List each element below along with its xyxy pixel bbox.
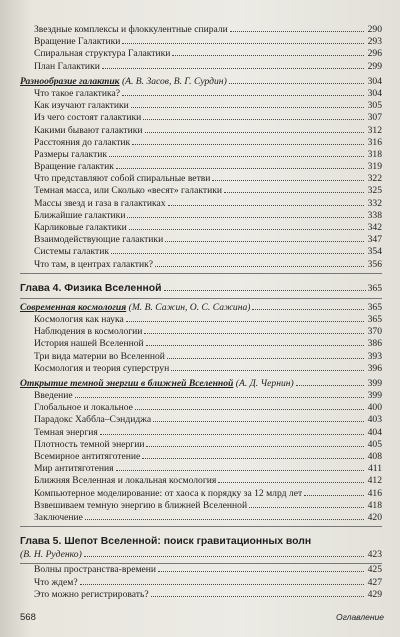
toc-entry[interactable] [20,439,382,451]
toc-entry[interactable] [20,198,382,210]
toc-entry-page: 318 [367,148,382,160]
toc-entry-title: Темная энергия [34,426,98,438]
dot-leader [167,358,364,359]
toc-entry-title: Ближайшие галактики [34,209,126,221]
toc-entry[interactable] [20,351,382,363]
toc-entry[interactable] [20,137,382,149]
toc-entry[interactable] [20,222,382,234]
toc-entry-title: Введение [34,390,73,402]
toc-entry-title: Какими бывают галактики [34,124,143,136]
toc-entry-page: 393 [367,350,382,362]
toc-entry-page: 304 [367,87,382,99]
toc-entry-page: 322 [367,173,382,185]
dot-leader [75,397,364,398]
toc-entry-title: Всемирное антитяготение [34,451,141,462]
toc-entry[interactable] [20,338,382,350]
table-of-contents [20,24,382,601]
toc-entry-title: Взаимодействующие галактики [34,234,164,246]
toc-entry-page: 325 [367,185,382,197]
dot-leader [100,434,364,435]
dot-leader [132,144,364,145]
toc-entry-title: Системы галактик [34,246,110,258]
section1-entries [20,88,382,271]
toc-entry-title: Компьютерное моделирование: от хаоса к порядку за 12 млрд лет [34,487,303,499]
toc-entry-page: 403 [367,414,382,426]
toc-entry-page: 365 [367,313,382,325]
dot-leader [155,266,364,267]
dot-leader [171,370,364,371]
toc-entry-page: 404 [367,426,382,438]
toc-entry-page: 427 [367,576,382,588]
toc-entry[interactable] [20,161,382,173]
toc-entry-page: 408 [367,451,382,462]
chapter-heading[interactable]: Глава 4. Физика Вселенной 365 [20,282,382,294]
toc-entry-title: Волны пространства-времени [34,564,157,576]
toc-entry[interactable] [20,475,382,487]
toc-entry-title: Что там, в центрах галактик? [34,258,154,270]
toc-entry-title: Расстояния до галактик [34,136,131,148]
section-heading[interactable]: Открытие темной энергии в ближней Вселенной (А. Д. Чернин) 399 [20,377,382,389]
toc-entry[interactable] [20,234,382,246]
toc-entry[interactable] [20,589,382,601]
divider [20,298,382,299]
toc-entry[interactable] [20,24,382,36]
toc-entry-title: Ближняя Вселенная и локальная космология [34,475,217,487]
toc-entry-page: 354 [367,246,382,258]
toc-entry-title: Что такое галактика? [34,87,121,99]
section3-entries [20,390,382,524]
toc-entry[interactable] [20,149,382,161]
dot-leader [165,241,364,242]
toc-entry-page: 370 [367,326,382,338]
page-footer [20,612,384,623]
toc-entry-page: 338 [367,209,382,221]
section4-entries [20,564,382,601]
toc-entry-title: Космология как наука [34,313,124,325]
toc-entry-title: Что представляют собой спиральные ветви [34,173,211,185]
toc-entry[interactable] [20,451,382,463]
toc-entry[interactable] [20,326,382,338]
chapter-author: (В. Н. Руденко) 423 [20,549,382,561]
toc-entry-page: 332 [367,197,382,209]
dot-leader [304,495,364,496]
toc-entry-title: Плотность темной энергии [34,438,145,450]
section-heading[interactable]: Разнообразие галактик (А. В. Засов, В. Г. Сурдин) 304 [20,75,382,87]
dot-leader [116,470,364,471]
toc-entry-page: 307 [367,112,382,124]
toc-entry-title: Наблюдения в космологии [34,326,143,338]
toc-entry-page: 412 [367,475,382,487]
toc-entry[interactable] [20,48,382,60]
toc-entry-title: Размеры галактик [34,148,108,160]
dot-leader [230,31,364,32]
section-heading[interactable]: Современная космология (М. В. Сажин, О. С. Сажина) 365 [20,301,382,313]
toc-entry-page: 399 [367,390,382,402]
toc-entry-page: 416 [367,487,382,499]
divider [20,273,382,274]
top-entries [20,24,382,73]
toc-entry-page: 386 [367,338,382,350]
toc-entry-title: Что ждем? [34,576,78,588]
dot-leader [145,132,364,133]
dot-leader [102,68,364,69]
dot-leader [111,253,364,254]
toc-entry-title: Темная масса, или Сколько «весят» галактики [34,185,223,197]
toc-entry-page: 405 [367,438,382,450]
dot-leader [144,333,364,334]
toc-entry-page: 356 [367,258,382,270]
toc-entry[interactable] [20,500,382,512]
dot-leader [146,345,364,346]
dot-leader [153,421,364,422]
dot-leader [249,507,364,508]
dot-leader [146,446,364,447]
dot-leader [80,584,364,585]
dot-leader [212,180,364,181]
toc-entry-page: 418 [367,499,382,511]
toc-entry-page: 293 [367,36,382,48]
dot-leader [172,55,364,56]
running-title: Оглавление [335,612,384,622]
dot-leader [143,119,364,120]
toc-entry-title: Спиральная структура Галактики [34,48,171,60]
toc-entry-page: 290 [367,24,382,35]
dot-leader [116,168,364,169]
toc-entry-page: 305 [367,100,382,112]
dot-leader [122,43,364,44]
toc-entry-title: Глобальное и локальное [34,402,133,414]
toc-entry[interactable] [20,61,382,73]
chapter-heading[interactable]: Глава 5. Шепот Вселенной: поиск гравитационных волн [20,536,312,548]
toc-entry-page: 400 [367,402,382,414]
dot-leader [131,107,364,108]
toc-entry[interactable] [20,173,382,185]
toc-entry-page: 347 [367,234,382,246]
toc-entry[interactable] [20,577,382,589]
toc-entry-title: Карликовые галактики [34,222,127,233]
toc-entry[interactable] [20,463,382,475]
toc-entry-title: Массы звезд и газа в галактиках [34,197,166,209]
toc-entry[interactable] [20,36,382,48]
toc-entry-title: Это можно регистрировать? [34,588,149,600]
toc-entry-page: 396 [367,362,382,374]
toc-entry[interactable] [20,259,382,271]
toc-entry[interactable] [20,210,382,222]
toc-entry-title: Как изучают галактики [34,100,129,112]
toc-entry-title: Звездные комплексы и флоккулентные спирали [34,24,228,35]
toc-entry[interactable] [20,100,382,112]
dot-leader [129,229,364,230]
toc-entry-title: Вращение Галактики [34,36,121,48]
dot-leader [126,321,364,322]
toc-entry[interactable] [20,246,382,258]
dot-leader [135,409,364,410]
dot-leader [218,482,364,483]
toc-entry-page: 296 [367,48,382,60]
toc-entry-title: Вращение галактик [34,161,114,173]
toc-entry-page: 411 [367,463,382,475]
toc-entry[interactable] [20,314,382,326]
toc-entry[interactable] [20,564,382,576]
toc-entry[interactable] [20,88,382,100]
toc-entry[interactable] [20,402,382,414]
toc-entry[interactable] [20,125,382,137]
toc-entry[interactable] [20,390,382,402]
toc-entry-page: 299 [367,60,382,72]
dot-leader [224,192,364,193]
toc-entry-title: Из чего состоят галактики [34,112,142,124]
toc-entry[interactable] [20,185,382,197]
toc-entry-title: Космология и теория суперструн [34,362,170,374]
toc-entry-title: Мир антитяготения [34,463,114,475]
toc-entry-title: История нашей Вселенной [34,338,144,350]
toc-entry-title: Заключение [34,511,83,523]
toc-entry[interactable] [20,363,382,375]
section2-entries [20,314,382,375]
page-number: 568 [20,612,36,623]
dot-leader [85,519,364,520]
toc-entry[interactable] [20,512,382,524]
divider [20,526,382,527]
toc-entry-page: 429 [367,588,382,600]
toc-entry[interactable] [20,414,382,426]
toc-entry[interactable] [20,112,382,124]
dot-leader [127,217,364,218]
dot-leader [142,458,364,459]
dot-leader [122,95,364,96]
toc-entry[interactable] [20,488,382,500]
toc-entry-title: План Галактики [34,60,100,72]
toc-entry-page: 420 [367,511,382,523]
dot-leader [109,156,364,157]
dot-leader [151,596,364,597]
dot-leader [158,571,364,572]
toc-entry-title: Три вида материи во Вселенной [34,350,165,362]
toc-entry-page: 425 [367,564,382,576]
dot-leader [168,205,364,206]
toc-entry-page: 342 [367,222,382,233]
toc-entry[interactable] [20,427,382,439]
toc-entry-title: Парадокс Хаббла–Сэндиджа [34,414,152,426]
toc-entry-page: 319 [367,161,382,173]
toc-entry-title: Взвешиваем темную энергию в ближней Вселенной [34,499,248,511]
toc-entry-page: 316 [367,136,382,148]
toc-entry-page: 312 [367,124,382,136]
